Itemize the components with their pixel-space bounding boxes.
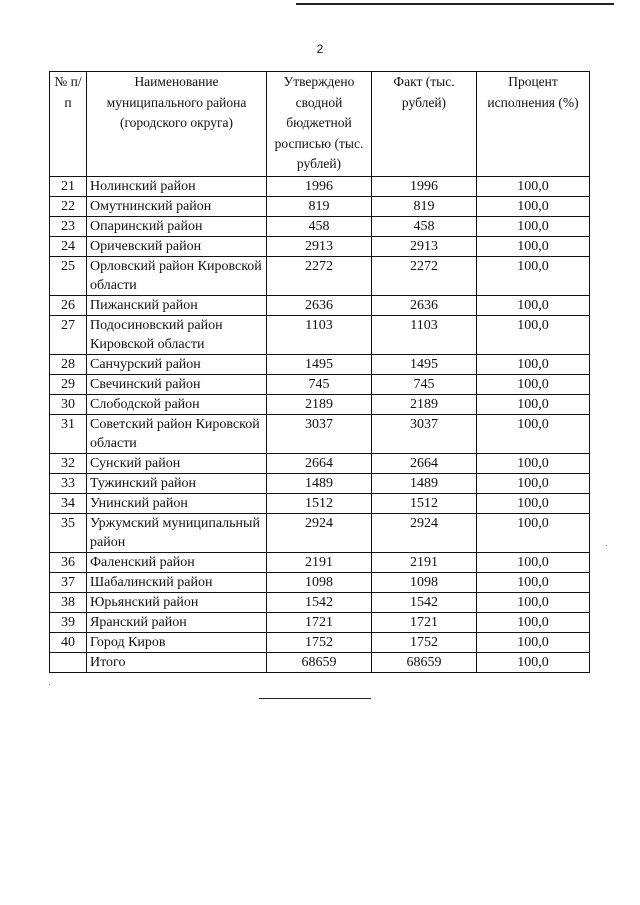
cell-approved: 2913 xyxy=(267,236,372,256)
cell-name: Орловский район Кировской области xyxy=(87,256,267,295)
cell-percent: 100,0 xyxy=(477,374,590,394)
cell-percent: 100,0 xyxy=(477,552,590,572)
cell-n: 40 xyxy=(50,632,87,652)
cell-name: Фаленский район xyxy=(87,552,267,572)
cell-name: Советский район Кировской области xyxy=(87,414,267,453)
cell-fact: 2272 xyxy=(372,256,477,295)
cell-fact: 1752 xyxy=(372,632,477,652)
cell-n: 37 xyxy=(50,572,87,592)
cell-approved: 2272 xyxy=(267,256,372,295)
cell-name: Юрьянский район xyxy=(87,592,267,612)
cell-approved: 1098 xyxy=(267,572,372,592)
cell-name: Уржумский муниципальный район xyxy=(87,513,267,552)
table-row xyxy=(50,295,590,315)
table-row xyxy=(50,632,590,652)
cell-n: 39 xyxy=(50,612,87,632)
cell-approved: 1542 xyxy=(267,592,372,612)
cell-n: 24 xyxy=(50,236,87,256)
cell-percent: 100,0 xyxy=(477,315,590,354)
table-row xyxy=(50,354,590,374)
scan-dot xyxy=(606,545,607,546)
table-row xyxy=(50,394,590,414)
cell-name: Унинский район xyxy=(87,493,267,513)
cell-percent: 100,0 xyxy=(477,295,590,315)
table-row xyxy=(50,256,590,295)
cell-name: Слободской район xyxy=(87,394,267,414)
table-row xyxy=(50,414,590,453)
cell-fact: 1996 xyxy=(372,176,477,196)
cell-name: Город Киров xyxy=(87,632,267,652)
cell-approved: 2664 xyxy=(267,453,372,473)
cell-fact: 2924 xyxy=(372,513,477,552)
cell-name: Нолинский район xyxy=(87,176,267,196)
header-fact: Факт (тыс. рублей) xyxy=(372,72,477,177)
header-approved: Утверждено сводной бюджетной росписью (тыс. рублей) xyxy=(267,72,372,177)
cell-name: Сунский район xyxy=(87,453,267,473)
cell-percent: 100,0 xyxy=(477,196,590,216)
cell-percent: 100,0 xyxy=(477,256,590,295)
table-row xyxy=(50,513,590,552)
header-percent: Процент исполнения (%) xyxy=(477,72,590,177)
cell-percent: 100,0 xyxy=(477,394,590,414)
cell-n: 28 xyxy=(50,354,87,374)
cell-percent: 100,0 xyxy=(477,612,590,632)
cell-name: Подосиновский район Кировской области xyxy=(87,315,267,354)
cell-fact: 2191 xyxy=(372,552,477,572)
cell-approved: 2191 xyxy=(267,552,372,572)
table-row xyxy=(50,572,590,592)
page-number: 2 xyxy=(316,42,324,56)
cell-name: Оричевский район xyxy=(87,236,267,256)
cell-fact: 68659 xyxy=(372,652,477,672)
cell-fact: 1098 xyxy=(372,572,477,592)
table-row xyxy=(50,216,590,236)
bottom-rule xyxy=(259,698,371,699)
cell-fact: 1512 xyxy=(372,493,477,513)
cell-approved: 1512 xyxy=(267,493,372,513)
table-row xyxy=(50,196,590,216)
cell-fact: 1489 xyxy=(372,473,477,493)
cell-approved: 745 xyxy=(267,374,372,394)
cell-percent: 100,0 xyxy=(477,592,590,612)
cell-fact: 745 xyxy=(372,374,477,394)
cell-fact: 2913 xyxy=(372,236,477,256)
cell-name: Шабалинский район xyxy=(87,572,267,592)
cell-fact: 1103 xyxy=(372,315,477,354)
cell-name: Пижанский район xyxy=(87,295,267,315)
budget-table xyxy=(49,71,590,673)
cell-approved: 1103 xyxy=(267,315,372,354)
cell-n: 31 xyxy=(50,414,87,453)
table-row xyxy=(50,473,590,493)
cell-fact: 2636 xyxy=(372,295,477,315)
cell-approved: 1752 xyxy=(267,632,372,652)
cell-name: Опаринский район xyxy=(87,216,267,236)
table-row xyxy=(50,236,590,256)
total-row xyxy=(50,652,590,672)
cell-n: 25 xyxy=(50,256,87,295)
cell-n: 34 xyxy=(50,493,87,513)
table-body xyxy=(50,176,590,672)
cell-approved: 1996 xyxy=(267,176,372,196)
cell-name: Тужинский район xyxy=(87,473,267,493)
table-row xyxy=(50,453,590,473)
cell-percent: 100,0 xyxy=(477,632,590,652)
cell-percent: 100,0 xyxy=(477,354,590,374)
cell-approved: 2924 xyxy=(267,513,372,552)
cell-n: 35 xyxy=(50,513,87,552)
cell-approved: 3037 xyxy=(267,414,372,453)
cell-fact: 2664 xyxy=(372,453,477,473)
top-rule xyxy=(296,3,614,5)
cell-approved: 1495 xyxy=(267,354,372,374)
cell-percent: 100,0 xyxy=(477,236,590,256)
cell-name: Яранский район xyxy=(87,612,267,632)
header-name: Наименование муниципального района (городского округа) xyxy=(87,72,267,177)
cell-approved: 1489 xyxy=(267,473,372,493)
cell-fact: 3037 xyxy=(372,414,477,453)
cell-n: 26 xyxy=(50,295,87,315)
cell-percent: 100,0 xyxy=(477,493,590,513)
cell-percent: 100,0 xyxy=(477,216,590,236)
cell-approved: 819 xyxy=(267,196,372,216)
cell-n: 32 xyxy=(50,453,87,473)
cell-percent: 100,0 xyxy=(477,414,590,453)
cell-approved: 2189 xyxy=(267,394,372,414)
cell-fact: 819 xyxy=(372,196,477,216)
cell-approved: 458 xyxy=(267,216,372,236)
cell-approved: 2636 xyxy=(267,295,372,315)
cell-name: Санчурский район xyxy=(87,354,267,374)
cell-fact: 1721 xyxy=(372,612,477,632)
cell-approved: 1721 xyxy=(267,612,372,632)
cell-n: 33 xyxy=(50,473,87,493)
table-header-row xyxy=(50,72,590,177)
cell-percent: 100,0 xyxy=(477,652,590,672)
cell-name: Свечинский район xyxy=(87,374,267,394)
cell-n: 29 xyxy=(50,374,87,394)
cell-percent: 100,0 xyxy=(477,572,590,592)
cell-percent: 100,0 xyxy=(477,453,590,473)
cell-name: Итого xyxy=(87,652,267,672)
cell-fact: 2189 xyxy=(372,394,477,414)
cell-n: 22 xyxy=(50,196,87,216)
cell-n: 23 xyxy=(50,216,87,236)
table-row xyxy=(50,315,590,354)
cell-approved: 68659 xyxy=(267,652,372,672)
table-row xyxy=(50,592,590,612)
table-row xyxy=(50,493,590,513)
cell-percent: 100,0 xyxy=(477,473,590,493)
table-row xyxy=(50,552,590,572)
cell-n xyxy=(50,652,87,672)
cell-n: 36 xyxy=(50,552,87,572)
cell-n: 38 xyxy=(50,592,87,612)
header-index: № п/п xyxy=(50,72,87,177)
cell-n: 30 xyxy=(50,394,87,414)
cell-n: 27 xyxy=(50,315,87,354)
table-row xyxy=(50,374,590,394)
cell-percent: 100,0 xyxy=(477,513,590,552)
cell-percent: 100,0 xyxy=(477,176,590,196)
cell-name: Омутнинский район xyxy=(87,196,267,216)
table-row xyxy=(50,176,590,196)
scan-dot xyxy=(49,684,50,685)
cell-n: 21 xyxy=(50,176,87,196)
cell-fact: 1495 xyxy=(372,354,477,374)
cell-fact: 1542 xyxy=(372,592,477,612)
table-row xyxy=(50,612,590,632)
cell-fact: 458 xyxy=(372,216,477,236)
